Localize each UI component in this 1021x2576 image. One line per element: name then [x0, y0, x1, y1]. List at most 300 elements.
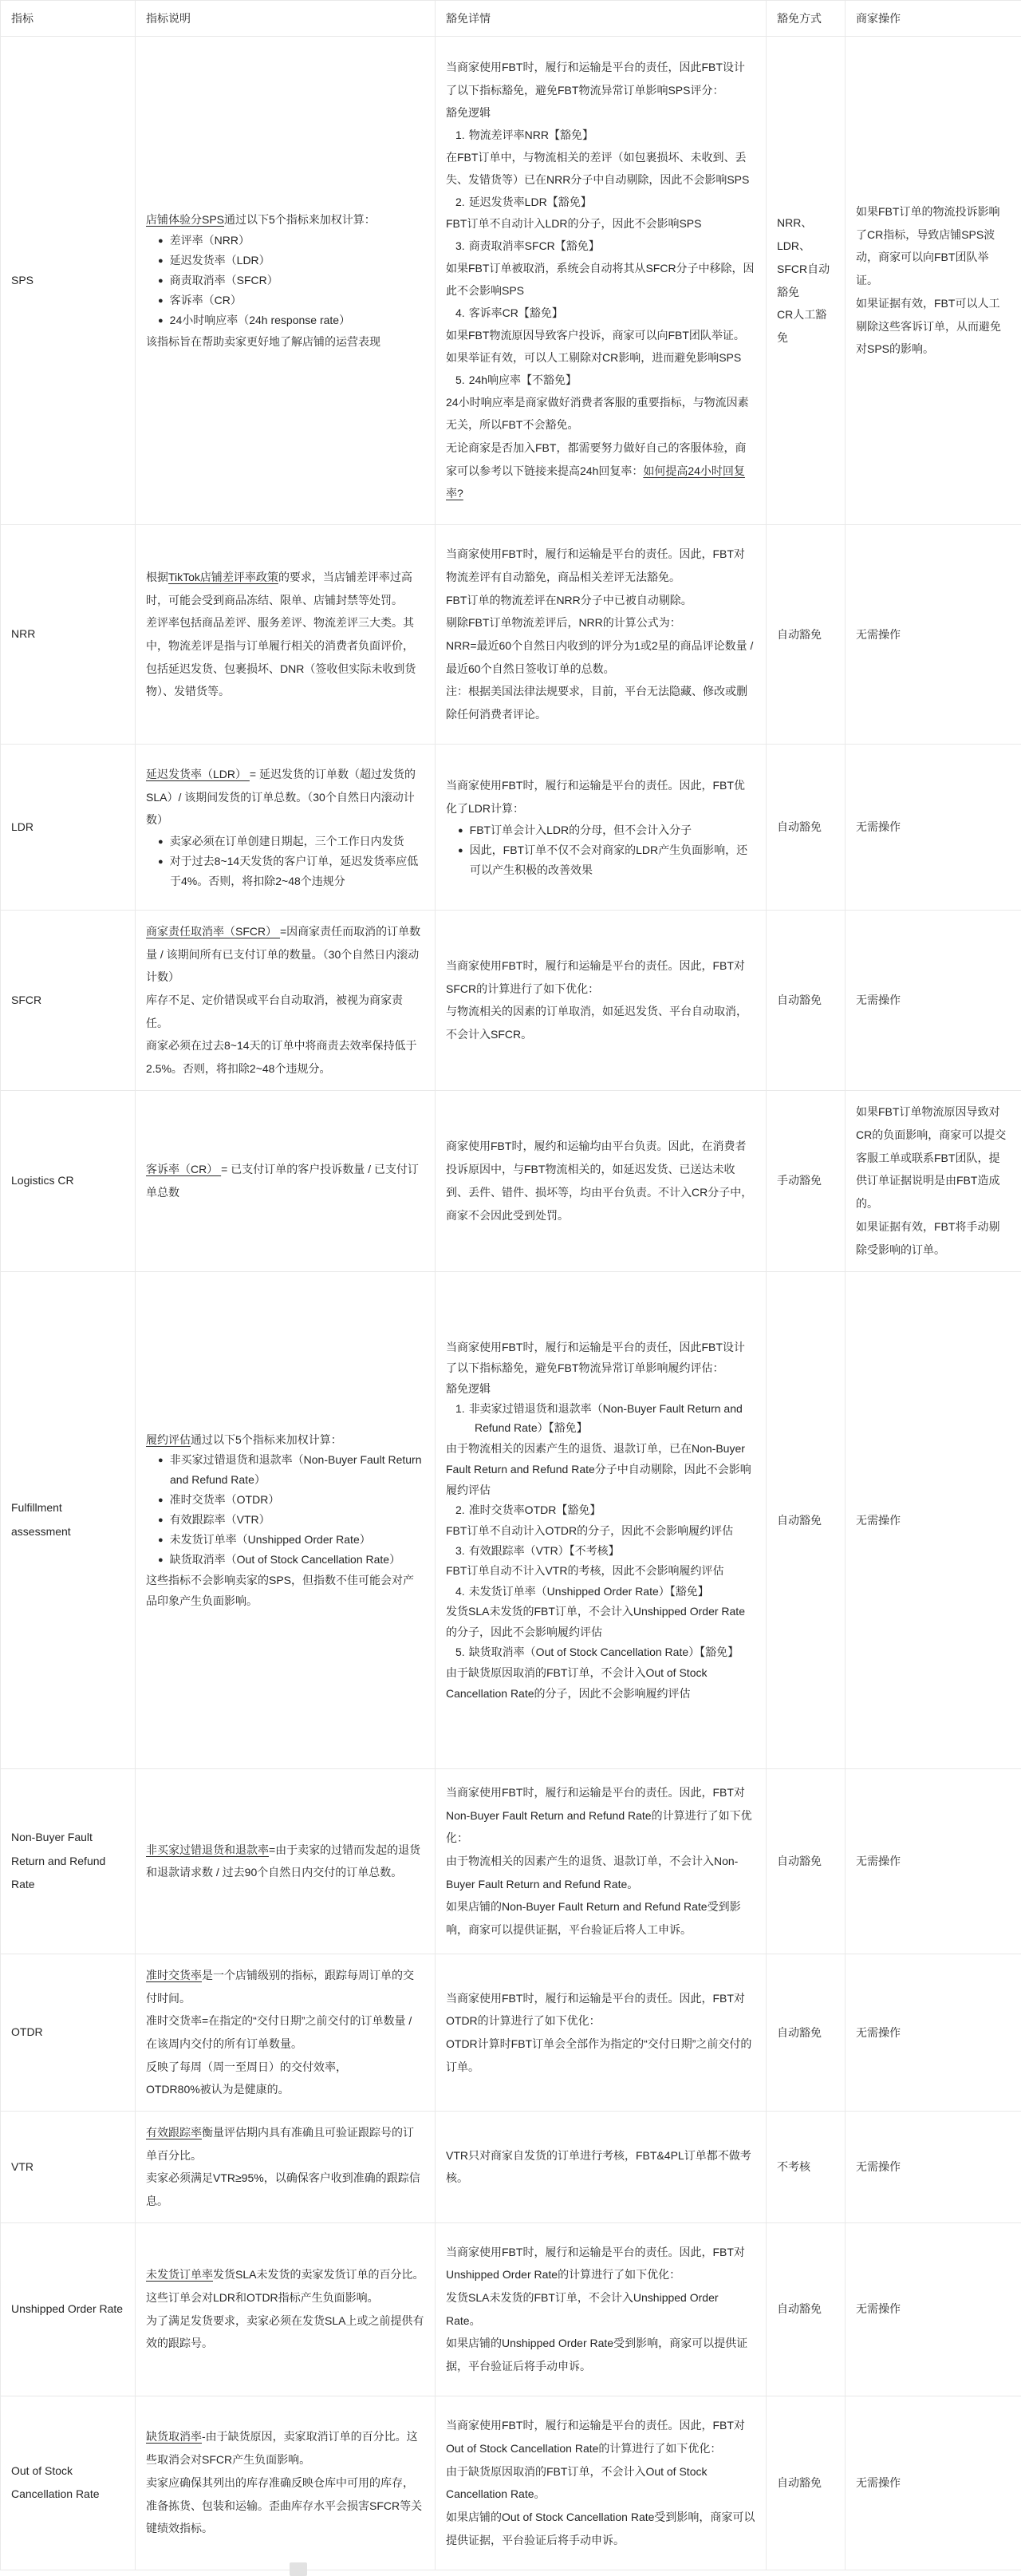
text-segment: 手动豁免: [777, 1174, 822, 1187]
bullet-icon: ●: [158, 1535, 164, 1545]
paragraph: [777, 303, 834, 349]
paragraph: [777, 623, 834, 646]
paragraph: [146, 2309, 424, 2355]
paragraph: [446, 1000, 755, 1045]
paragraph: [446, 1850, 755, 1895]
text-segment: 卖家必须满足VTR≥95%，以确保客户收到准确的跟踪信息。: [146, 2171, 420, 2207]
indicator-name: VTR: [11, 2159, 34, 2173]
paragraph: [446, 101, 755, 124]
cell-method: [767, 2222, 846, 2396]
cell-action: [846, 1271, 1021, 1768]
paragraph: [856, 1215, 1011, 1261]
cell-action: [846, 525, 1021, 745]
text-segment: 无需操作: [856, 994, 901, 1007]
text-segment: 通过以下5个指标来加权计算：: [224, 212, 376, 226]
numbered-item: [446, 302, 755, 324]
bullet-icon: ●: [158, 1456, 164, 1466]
paragraph: [146, 2263, 424, 2309]
paragraph: [446, 56, 755, 101]
indicator-name: SPS: [11, 273, 34, 286]
bullet-item: [146, 271, 424, 290]
text-segment: 自动豁免: [777, 2302, 822, 2316]
paragraph: [146, 2056, 424, 2079]
paragraph: [146, 208, 424, 231]
paragraph: [446, 1560, 755, 1581]
cell-indicator: [1, 1954, 136, 2111]
text-segment: 自动豁免: [777, 2475, 822, 2489]
cell-action: [846, 1768, 1021, 1954]
text-segment: VTR只对商家自发货的订单进行考核，FBT&4PL订单都不做考核。: [446, 2148, 751, 2185]
numbered-item: [446, 1500, 755, 1520]
bullet-icon: ●: [158, 295, 164, 306]
paragraph: [146, 1429, 424, 1450]
paragraph: [446, 1378, 755, 1399]
paragraph: [146, 330, 424, 354]
text-segment: OTDR80%被认为是健康的。: [146, 2083, 290, 2096]
paragraph: [446, 1601, 755, 1642]
text-segment: OTDR计算时FBT订单会全部作为指定的“交付日期”之前交付的订单。: [446, 2037, 752, 2073]
indicator-name: SFCR: [11, 993, 42, 1006]
indicator-name: NRR: [11, 627, 36, 641]
text-segment: 自动豁免: [777, 820, 822, 834]
paragraph: [146, 989, 424, 1034]
cell-indicator: [1, 2396, 136, 2570]
paragraph: [856, 2471, 1011, 2495]
paragraph: [146, 920, 424, 989]
cell-details: [436, 2111, 767, 2222]
text-segment: 在FBT订单中，与物流相关的差评（如包裹损坏、未收到、丢失、发错货等）已在NRR分子中自动剔除，因此不会影响SPS: [446, 150, 750, 187]
cell-description: [136, 2222, 436, 2396]
cell-method: [767, 37, 846, 525]
paragraph: [446, 2033, 755, 2078]
paragraph: [446, 1662, 755, 1704]
paragraph: [856, 623, 1011, 646]
paragraph: [856, 2021, 1011, 2045]
paragraph: [446, 954, 755, 1000]
list-number: 4.: [455, 1584, 465, 1598]
text-segment: 卖家应确保其列出的库存准确反映仓库中可用的库存，准备拣货、包装和运输。歪曲库存水平会损害SFCR等关键绩效指标。: [146, 2475, 423, 2535]
text-segment: 当商家使用FBT时，履行和运输是平台的责任。因此，FBT对Unshipped Order Rate的计算进行了如下优化：: [446, 2245, 745, 2282]
text-segment: 注：根据美国法律法规要求，目前，平台无法隐藏、修改或删除任何消费者评论。: [446, 685, 747, 721]
link[interactable]: 店铺体验分SPS: [146, 212, 225, 226]
text-segment: FBT订单不自动计入LDR的分子，因此不会影响SPS: [446, 217, 702, 231]
column-header-action: 商家操作: [846, 1, 1021, 37]
paragraph: [146, 763, 424, 832]
text-segment: 因此，FBT订单不仅不会对商家的LDR产生负面影响，还可以产生积极的改善效果: [469, 843, 748, 876]
text-segment: 该指标旨在帮助卖家更好地了解店铺的运营表现: [146, 334, 380, 348]
text-segment: 当商家使用FBT时，履行和运输是平台的责任。因此，FBT对SFCR的计算进行了如下优化：: [446, 959, 745, 995]
text-segment: 发货SLA未发货的FBT订单，不会计入Unshipped Order Rate的分子，因此不会影响履约评估: [446, 1605, 745, 1639]
text-segment: 如果FBT订单的物流投诉影响了CR指标，导致店铺SPS波动，商家可以向FBT团队举证。: [856, 205, 1000, 287]
text-segment: 无需操作: [856, 2475, 901, 2489]
paragraph: [446, 2286, 755, 2332]
text-segment: 准时交货率OTDR【豁免】: [468, 1503, 601, 1517]
bullet-item: [146, 251, 424, 271]
paragraph: [856, 1510, 1011, 1531]
text-segment: 有效跟踪率（VTR）【不考核】: [468, 1543, 620, 1557]
bullet-item: [446, 840, 755, 880]
paragraph: [777, 2155, 834, 2179]
cell-method: [767, 1271, 846, 1768]
text-segment: 反映了每周（周一至周日）的交付效率，: [146, 2060, 347, 2073]
bullet-item: [146, 1490, 424, 1510]
paragraph: [777, 816, 834, 839]
cell-method: [767, 525, 846, 745]
link[interactable]: 非买家过错退货和退款率: [146, 1843, 269, 1856]
paragraph: [446, 1337, 755, 1378]
text-segment: 由于缺货原因取消的FBT订单，不会计入Out of Stock Cancellation Rate。: [446, 2464, 708, 2501]
bullet-item: [146, 1510, 424, 1530]
cell-action: [846, 911, 1021, 1091]
cell-method: [767, 911, 846, 1091]
cell-method: [767, 1768, 846, 1954]
paragraph: [146, 2425, 424, 2471]
indicator-name: Non-Buyer Fault Return and Refund Rate: [11, 1831, 106, 1891]
bullet-icon: ●: [158, 1555, 164, 1565]
text-segment: 这些指标不会影响卖家的SPS，但指数不佳可能会对产品印象产生负面影响。: [146, 1573, 415, 1607]
table-row: [1, 2222, 1021, 2396]
cell-details: [436, 1271, 767, 1768]
bullet-item: [146, 1450, 424, 1490]
table-row: [1, 1954, 1021, 2111]
paragraph: [446, 324, 755, 369]
paragraph: [856, 1100, 1011, 1215]
text-segment: 自动豁免: [777, 1513, 822, 1527]
bullet-icon: ●: [158, 276, 164, 286]
cell-details: [436, 2396, 767, 2570]
link[interactable]: TikTok店铺差评率政策: [168, 570, 278, 583]
paragraph: [446, 2414, 755, 2459]
bullet-icon: ●: [158, 256, 164, 267]
list-number: 2.: [455, 1503, 465, 1517]
cell-description: [136, 745, 436, 911]
numbered-item: [446, 192, 755, 213]
list-number: 1.: [455, 128, 465, 141]
paragraph: [146, 2078, 424, 2101]
text-segment: 缺货取消率（Out of Stock Cancellation Rate）【豁免】: [468, 1646, 739, 1659]
paragraph: [446, 1438, 755, 1500]
link[interactable]: 如何提高24小时回复率?: [446, 464, 745, 500]
text-segment: NRR、LDR、SFCR自动豁免: [777, 216, 830, 298]
text-segment: 剔除FBT订单物流差评后，NRR的计算公式为：: [446, 616, 681, 630]
cell-indicator: [1, 1090, 136, 1271]
text-segment: 24小时响应率是商家做好消费者客服的重要指标，与物流因素无关，所以FBT不会豁免。: [446, 395, 749, 432]
paragraph: [777, 2297, 834, 2321]
text-segment: 对于过去8~14天发货的客户订单，延迟发货率应低于4%。否则，将扣除2~48个违规分: [169, 855, 419, 887]
list-number: 5.: [455, 373, 465, 387]
list-number: 3.: [455, 1543, 465, 1557]
cell-details: [436, 1768, 767, 1954]
text-segment: 不考核: [777, 2159, 810, 2173]
text-segment: 无需操作: [856, 627, 901, 641]
cell-description: [136, 37, 436, 525]
paragraph: [446, 2506, 755, 2551]
paragraph: [446, 589, 755, 612]
bullet-item: [146, 851, 424, 891]
text-segment: FBT订单会计入LDR的分母，但不会计入分子: [469, 823, 692, 836]
paragraph: [777, 211, 834, 303]
indicator-name: Logistics CR: [11, 1174, 74, 1187]
paragraph: [446, 1987, 755, 2033]
paragraph: [146, 1034, 424, 1080]
text-segment: 发货SLA未发货的卖家发货订单的百分比。这些订单会对LDR和OTDR指标产生负面影响。: [146, 2268, 424, 2304]
bullet-icon: ●: [158, 315, 164, 326]
text-segment: 当商家使用FBT时，履行和运输是平台的责任。因此，FBT优化了LDR计算：: [446, 779, 745, 816]
numbered-item: [446, 1642, 755, 1662]
numbered-item: [446, 369, 755, 391]
cell-details: [436, 37, 767, 525]
cell-description: [136, 1271, 436, 1768]
text-segment: 有效跟踪率（VTR）: [169, 1512, 270, 1526]
text-segment: 如果FBT订单被取消，系统会自动将其从SFCR分子中移除，因此不会影响SPS: [446, 261, 755, 298]
paragraph: [146, 1964, 424, 2009]
table-row: [1, 1090, 1021, 1271]
link[interactable]: 延迟发货率（LDR）: [146, 768, 250, 781]
text-segment: 未发货订单率（Unshipped Order Rate）: [169, 1532, 371, 1546]
cell-method: [767, 1954, 846, 2111]
column-header-method: 豁免方式: [767, 1, 846, 37]
paragraph: [446, 680, 755, 725]
text-segment: 卖家必须在订单创建日期起，三个工作日内发货: [169, 835, 404, 848]
text-segment: FBT订单自动不计入VTR的考核，因此不会影响履约评估: [446, 1564, 724, 1578]
text-segment: 为了满足发货要求，卖家必须在发货SLA上或之前提供有效的跟踪号。: [146, 2313, 424, 2350]
bullet-icon: ●: [458, 845, 463, 855]
column-header-indicator: 指标: [1, 1, 136, 37]
cell-details: [436, 1954, 767, 2111]
text-segment: 物流差评率NRR【豁免】: [468, 128, 594, 141]
paragraph: [446, 437, 755, 505]
cell-details: [436, 745, 767, 911]
paragraph: [146, 1839, 424, 1884]
text-segment: 当商家使用FBT时，履行和运输是平台的责任。因此，FBT对Non-Buyer Fault Return and Refund Rate的计算进行了如下优化：: [446, 1785, 752, 1845]
text-segment: 无需操作: [856, 1854, 901, 1867]
bullet-item: [446, 820, 755, 840]
table-row: [1, 525, 1021, 745]
cell-description: [136, 1954, 436, 2111]
numbered-item: [446, 235, 755, 257]
paragraph: [856, 2297, 1011, 2321]
cell-indicator: [1, 911, 136, 1091]
numbered-item: [446, 1399, 755, 1438]
indicator-name: Out of Stock Cancellation Rate: [11, 2463, 100, 2501]
text-segment: 如果店铺的Non-Buyer Fault Return and Refund Rate受到影响，商家可以提供证据，平台验证后将人工申诉。: [446, 1900, 741, 1937]
text-segment: 的要求，当店铺差评率过高时，可能会受到商品冻结、限单、店铺封禁等处罚。: [146, 570, 412, 606]
table-row: [1, 745, 1021, 911]
cell-details: [436, 911, 767, 1091]
bullet-item: [146, 231, 424, 251]
text-segment: 自动豁免: [777, 627, 822, 641]
paragraph: [856, 292, 1011, 361]
table-row: [1, 911, 1021, 1091]
indicator-name: OTDR: [11, 2025, 43, 2039]
text-segment: -由于缺货原因，卖家取消订单的百分比。这些取消会对SFCR产生负面影响。: [146, 2430, 418, 2467]
list-number: 2.: [455, 195, 465, 208]
paragraph: [446, 774, 755, 820]
cell-details: [436, 1090, 767, 1271]
cell-description: [136, 1090, 436, 1271]
bullet-icon: ●: [158, 1515, 164, 1525]
text-segment: 当商家使用FBT时，履行和运输是平台的责任。因此，FBT对Out of Stock Cancellation Rate的计算进行了如下优化：: [446, 2419, 745, 2455]
paragraph: [446, 543, 755, 588]
text-segment: 差评率（NRR）: [169, 234, 250, 247]
text-segment: 如果店铺的Unshipped Order Rate受到影响，商家可以提供证据，平台验证后将手动申诉。: [446, 2337, 748, 2373]
text-segment: 由于物流相关的因素产生的退货、退款订单，已在Non-Buyer Fault Return and Refund Rate分子中自动剔除，因此不会影响履约评估: [446, 1442, 751, 1497]
text-segment: 自动豁免: [777, 2025, 822, 2039]
link[interactable]: 客诉率（CR）: [146, 1163, 222, 1176]
cell-method: [767, 1090, 846, 1271]
table-row: [1, 2396, 1021, 2570]
text-segment: 24h响应率【不豁免】: [468, 373, 578, 387]
numbered-item: [446, 1541, 755, 1561]
bullet-icon: ●: [158, 857, 164, 867]
cell-method: [767, 745, 846, 911]
paragraph: [446, 257, 755, 302]
text-segment: 如果FBT物流原因导致客户投诉，商家可以向FBT团队举证。如果举证有效，可以人工剔除对CR影响，进而避免影响SPS: [446, 328, 745, 365]
indicator-name: LDR: [11, 820, 34, 833]
numbered-item: [446, 124, 755, 146]
text-segment: 无需操作: [856, 820, 901, 834]
text-segment: 无需操作: [856, 2159, 901, 2173]
paragraph: [446, 1520, 755, 1541]
bullet-item: [146, 310, 424, 330]
text-segment: 24小时响应率（24h response rate）: [169, 313, 351, 326]
table-header-row: [1, 1, 1021, 37]
cell-description: [136, 525, 436, 745]
list-number: 1.: [455, 1401, 465, 1415]
paragraph: [777, 2471, 834, 2495]
link[interactable]: 有效跟踪率: [146, 2125, 202, 2139]
column-header-details: 豁免详情: [436, 1, 767, 37]
text-segment: 无需操作: [856, 1513, 901, 1527]
cell-action: [846, 1954, 1021, 2111]
paragraph: [777, 1510, 834, 1531]
bullet-item: [146, 1530, 424, 1550]
paragraph: [446, 146, 755, 192]
text-segment: 与物流相关的因素的订单取消，如延迟发货、平台自动取消，不会计入SFCR。: [446, 1005, 747, 1041]
cell-details: [436, 2222, 767, 2396]
paragraph: [446, 634, 755, 680]
paragraph: [146, 611, 424, 703]
paragraph: [446, 391, 755, 437]
text-segment: 缺货取消率（Out of Stock Cancellation Rate）: [169, 1552, 401, 1566]
paragraph: [856, 989, 1011, 1012]
text-segment: 无需操作: [856, 2025, 901, 2039]
text-segment: CR人工豁免: [777, 308, 827, 344]
indicator-name: Unshipped Order Rate: [11, 2301, 124, 2315]
cell-action: [846, 2396, 1021, 2570]
text-segment: 商家使用FBT时，履约和运输均由平台负责。因此，在消费者投诉原因中，与FBT物流相关的，如延迟发货、已送达未收到、丢件、错件、损坏等，均由平台负责。不计入CR分子中，商家不会因此受到处罚。: [446, 1140, 753, 1222]
cell-indicator: [1, 525, 136, 745]
bullet-icon: ●: [158, 837, 164, 847]
text-segment: 延迟发货率（LDR）: [169, 254, 270, 267]
paragraph: [446, 212, 755, 235]
paragraph: [146, 2121, 424, 2167]
text-segment: 如果证据有效，FBT可以人工剔除这些客诉订单，从而避免对SPS的影响。: [856, 296, 1001, 356]
paragraph: [856, 2155, 1011, 2179]
text-segment: 准时交货率=在指定的“交付日期”之前交付的订单数量 / 在该周内交付的所有订单数量。: [146, 2014, 412, 2050]
paragraph: [446, 2241, 755, 2286]
text-segment: 豁免逻辑: [446, 106, 491, 120]
indicator-name: Fulfillment assessment: [11, 1501, 71, 1538]
bullet-item: [146, 290, 424, 310]
text-segment: 商责取消率（SFCR）: [169, 274, 278, 287]
cell-method: [767, 2396, 846, 2570]
text-segment: 由于缺货原因取消的FBT订单，不会计入Out of Stock Cancellation Rate的分子，因此不会影响履约评估: [446, 1665, 708, 1700]
paragraph: [146, 2009, 424, 2055]
cell-action: [846, 37, 1021, 525]
bullet-item: [146, 1550, 424, 1570]
paragraph: [777, 2021, 834, 2045]
text-segment: 未发货订单率（Unshipped Order Rate）【豁免】: [468, 1584, 709, 1598]
cell-action: [846, 745, 1021, 911]
text-segment: 当商家使用FBT时，履行和运输是平台的责任，因此FBT设计了以下指标豁免，避免FBT物流异常订单影响履约评估：: [446, 1340, 745, 1374]
table-row: [1, 1271, 1021, 1768]
text-segment: 无论商家是否加入FBT，都需要努力做好自己的客服体验，商家可以参考以下链接来提高24h回复率：: [446, 441, 747, 477]
text-segment: 当商家使用FBT时，履行和运输是平台的责任，因此FBT设计了以下指标豁免，避免FBT物流异常订单影响SPS评分：: [446, 60, 745, 97]
text-segment: 客诉率CR【豁免】: [468, 306, 563, 320]
link[interactable]: 未发货订单率: [146, 2268, 213, 2282]
cell-indicator: [1, 1271, 136, 1768]
paragraph: [446, 1895, 755, 1941]
text-segment: 如果店铺的Out of Stock Cancellation Rate受到影响，商家可以提供证据，平台验证后将手动申诉。: [446, 2510, 755, 2546]
link[interactable]: 商家责任取消率（SFCR）: [146, 925, 280, 938]
text-segment: =因商家责任而取消的订单数量 / 该期间所有已支付订单的数量。（30个自然日内滚动计数）: [146, 925, 421, 984]
text-segment: 通过以下5个指标来加权计算：: [191, 1433, 342, 1447]
link[interactable]: 缺货取消率: [146, 2430, 202, 2444]
cell-description: [136, 911, 436, 1091]
link[interactable]: 准时交货率: [146, 1968, 202, 1981]
text-segment: = 延迟发货的订单数（超过发货的SLA）/ 该期间发货的订单总数。（30个自然日内滚动计数）: [146, 768, 416, 827]
text-segment: 是一个店铺级别的指标，跟踪每周订单的交付时间。: [146, 1968, 414, 2005]
numbered-item: [446, 1582, 755, 1602]
cell-indicator: [1, 2111, 136, 2222]
cell-details: [436, 525, 767, 745]
paragraph: [446, 611, 755, 634]
table-row: [1, 37, 1021, 525]
paragraph: [446, 2460, 755, 2506]
text-segment: 如果证据有效，FBT将手动剔除受影响的订单。: [856, 1219, 1000, 1256]
paragraph: [146, 1158, 424, 1203]
table-row: [1, 2111, 1021, 2222]
cell-indicator: [1, 1768, 136, 1954]
cell-description: [136, 2396, 436, 2570]
text-segment: 延迟发货率LDR【豁免】: [468, 195, 592, 208]
link[interactable]: 履约评估: [146, 1433, 191, 1447]
bullet-icon: ●: [158, 1495, 164, 1505]
text-segment: 商家必须在过去8~14天的订单中将商责去效率保持低于2.5%。否则，将扣除2~48个违规分。: [146, 1039, 417, 1076]
text-segment: 差评率包括商品差评、服务差评、物流差评三大类。其中，物流差评是指与订单履行相关的消费者负面评价，包括延迟发货、包裹损坏、DNR（签收但实际未收到货物）、发错货等。: [146, 616, 416, 698]
cell-action: [846, 2111, 1021, 2222]
bullet-item: [146, 832, 424, 851]
paragraph: [777, 1169, 834, 1192]
text-segment: 发货SLA未发货的FBT订单，不会计入Unshipped Order Rate。: [446, 2291, 719, 2327]
cell-description: [136, 1768, 436, 1954]
column-header-description: 指标说明: [136, 1, 436, 37]
text-segment: =由于卖家的过错而发起的退货和退款请求数 / 过去90个自然日内交付的订单总数。: [146, 1843, 421, 1879]
cell-method: [767, 2111, 846, 2222]
bullet-icon: ●: [458, 825, 463, 836]
paragraph: [856, 1850, 1011, 1873]
scrollbar-thumb[interactable]: [290, 2562, 307, 2576]
paragraph: [446, 1135, 755, 1227]
text-segment: 自动豁免: [777, 1854, 822, 1867]
paragraph: [446, 2144, 755, 2190]
text-segment: 非卖家过错退货和退款率（Non-Buyer Fault Return and Refund Rate）【豁免】: [468, 1401, 743, 1435]
text-segment: 自动豁免: [777, 994, 822, 1007]
list-number: 3.: [455, 239, 465, 253]
paragraph: [146, 566, 424, 611]
text-segment: 由于物流相关的因素产生的退货、退款订单，不会计入Non-Buyer Fault Return and Refund Rate。: [446, 1854, 739, 1891]
